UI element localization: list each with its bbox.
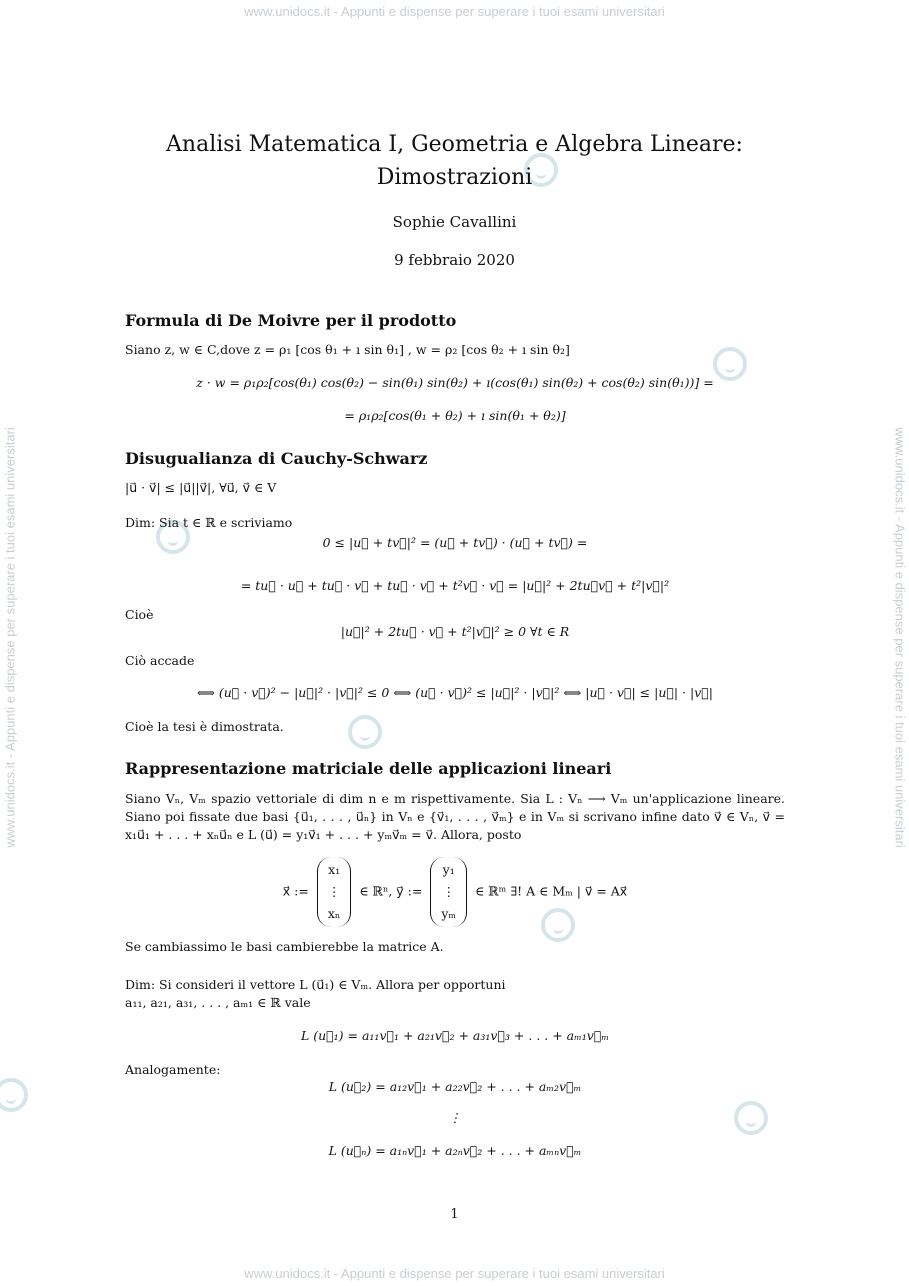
- document-title: [0, 128, 909, 194]
- vertical-dots: ⋮: [448, 1110, 462, 1125]
- de-moivre-equation-1: z · w = ρ₁ρ₂[cos(θ₁) cos(θ₂) − sin(θ₁) sin(θ₂) + ı(cos(θ₁) sin(θ₂) + cos(θ₂) sin(θ₁))] =: [196, 375, 714, 390]
- cauchy-schwarz-dim: Dim: Sia t ∈ ℝ e scriviamo: [125, 515, 293, 530]
- y-tail: ∈ ℝᵐ ∃! A ∈ Mₘ | v⃗ = Ax⃗: [475, 883, 628, 899]
- cauchy-schwarz-statement: |u⃗ · v⃗| ≤ |u⃗||v⃗|, ∀u⃗, v⃗ ∈ V: [125, 480, 277, 495]
- watermark-right: www.unidocs.it - Appunti e dispense per superare i tuoi esami universitari: [892, 427, 908, 848]
- matrix-representation-paragraph: Siano Vₙ, Vₘ spazio vettoriale di dim n e m rispettivamente. Sia L : Vₙ ⟶ Vₘ un'applicazione lineare. Siano poi fissate due basi {u⃗₁, . . . , u⃗ₙ} in Vₙ e {v⃗₁, . . . , v⃗ₘ} e in Vₘ si scrivano infine dato v⃗ ∈ Vₙ, v⃗ = x₁u⃗₁ + . . . + xₙu⃗ₙ e L (u⃗) = y₁v⃗₁ + . . . + yₘv⃗ₘ = v⃗. Allora, posto: [125, 791, 785, 842]
- coordinate-vectors-equation: [125, 857, 785, 927]
- de-moivre-equation-2: = ρ₁ρ₂[cos(θ₁ + θ₂) + ı sin(θ₁ + θ₂)]: [344, 408, 566, 423]
- title-line-1: Analisi Matematica I, Geometria e Algebra Lineare:: [166, 132, 743, 157]
- watermark-top: www.unidocs.it - Appunti e dispense per superare i tuoi esami universitari: [244, 4, 665, 19]
- x-column-vector: [317, 857, 352, 927]
- cauchy-schwarz-cioe: Cioè: [125, 607, 154, 622]
- watermark-logo-icon: [0, 1078, 28, 1112]
- matrix-entry: yₘ: [441, 906, 457, 921]
- matrix-equation-1: L (u⃗₁) = a₁₁v⃗₁ + a₂₁v⃗₂ + a₃₁v⃗₃ + . . . + aₘ₁v⃗ₘ: [300, 1028, 610, 1043]
- de-moivre-intro: Siano z, w ∈ C,dove z = ρ₁ [cos θ₁ + ı sin θ₁] , w = ρ₂ [cos θ₂ + ı sin θ₂]: [125, 342, 570, 357]
- change-of-basis-note: Se cambiassimo le basi cambierebbe la matrice A.: [125, 939, 444, 954]
- matrix-entry: x₁: [328, 862, 341, 877]
- cauchy-schwarz-conclusion: Cioè la tesi è dimostrata.: [125, 719, 284, 734]
- section-heading-matrix-representation: Rappresentazione matriciale delle applicazioni lineari: [125, 759, 612, 778]
- cauchy-schwarz-equation-3: |u⃗|² + 2tu⃗ · v⃗ + t²|v⃗|² ≥ 0 ∀t ∈ R: [340, 624, 570, 639]
- y-column-vector: [430, 857, 467, 927]
- x-tail: ∈ ℝⁿ, y⃗ :=: [359, 883, 423, 899]
- section-heading-cauchy-schwarz: Disugualianza di Cauchy-Schwarz: [125, 449, 428, 468]
- matrix-dim-line-1: Dim: Si consideri il vettore L (u⃗₁) ∈ Vₘ. Allora per opportuni: [125, 977, 506, 992]
- section-heading-de-moivre: Formula di De Moivre per il prodotto: [125, 311, 457, 330]
- watermark-bottom: www.unidocs.it - Appunti e dispense per superare i tuoi esami universitari: [244, 1266, 665, 1281]
- author: Sophie Cavallini: [392, 213, 517, 231]
- cauchy-schwarz-equation-2: = tu⃗ · u⃗ + tu⃗ · v⃗ + tu⃗ · v⃗ + t²v⃗ · v⃗ = |u⃗|² + 2tu⃗v⃗ + t²|v⃗|²: [240, 578, 670, 593]
- matrix-dim-line-2: a₁₁, a₂₁, a₃₁, . . . , aₘ₁ ∈ ℝ vale: [125, 995, 311, 1010]
- matrix-entry: xₙ: [327, 906, 341, 921]
- page-number: 1: [450, 1207, 459, 1222]
- matrix-entry: ⋮: [442, 884, 455, 899]
- matrix-equation-3: L (u⃗ₙ) = a₁ₙv⃗₁ + a₂ₙv⃗₂ + . . . + aₘₙv⃗ₘ: [328, 1143, 582, 1158]
- watermark-left: www.unidocs.it - Appunti e dispense per superare i tuoi esami universitari: [2, 427, 18, 848]
- x-definition: x⃗ :=: [282, 883, 309, 899]
- cauchy-schwarz-equation-4: ⟺ (u⃗ · v⃗)² − |u⃗|² · |v⃗|² ≤ 0 ⟺ (u⃗ · v⃗)² ≤ |u⃗|² · |v⃗|² ⟺ |u⃗ · v⃗| ≤ |u⃗| · |v⃗|: [196, 685, 713, 700]
- matrix-entry: ⋮: [327, 884, 341, 899]
- date: 9 febbraio 2020: [394, 251, 515, 269]
- cauchy-schwarz-equation-1: 0 ≤ |u⃗ + tv⃗|² = (u⃗ + tv⃗) · (u⃗ + tv⃗) =: [322, 535, 588, 550]
- matrix-entry: y₁: [442, 862, 455, 877]
- matrix-equation-2: L (u⃗₂) = a₁₂v⃗₁ + a₂₂v⃗₂ + . . . + aₘ₂v⃗ₘ: [328, 1079, 582, 1094]
- title-line-2: Dimostrazioni: [376, 165, 533, 190]
- analogamente-label: Analogamente:: [125, 1062, 221, 1077]
- cauchy-schwarz-cio-accade: Ciò accade: [125, 653, 195, 668]
